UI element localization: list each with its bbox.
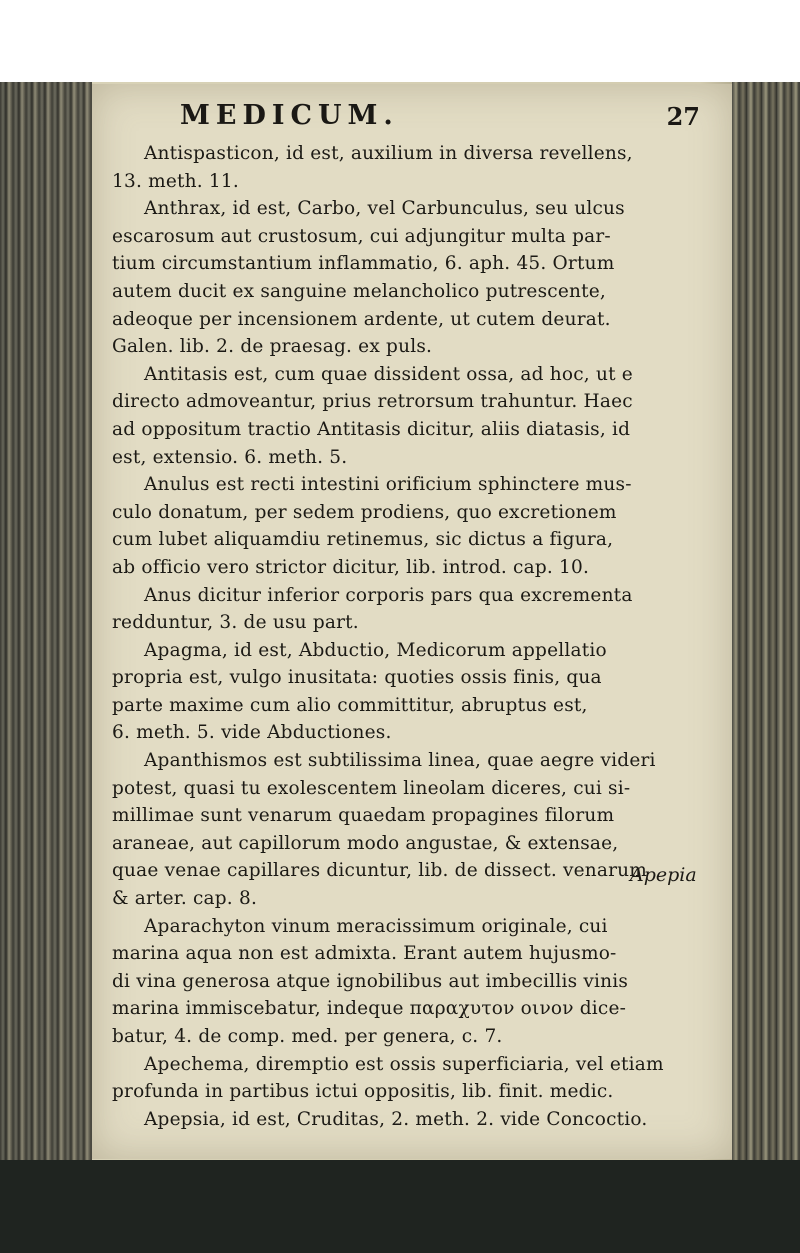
page-header (180, 100, 700, 140)
text-line: tium circumstantium inflammatio, 6. aph. 45. Ortum (112, 253, 615, 275)
text-line: Apanthismos est subtilissima linea, quae aegre videri (144, 750, 656, 772)
text-line: adeoque per incensionem ardente, ut cutem deurat. (112, 308, 611, 330)
text-line: profunda in partibus ictui oppositis, lib. finit. medic. (112, 1081, 614, 1103)
text-line: est, extensio. 6. meth. 5. (112, 446, 348, 468)
text-line: Antispasticon, id est, auxilium in diversa revellens, (144, 143, 633, 164)
running-title: MEDICUM. (180, 100, 399, 131)
text-line: Apechema, diremptio est ossis superficiaria, vel etiam (144, 1053, 664, 1075)
text-line: cum lubet aliquamdiu retinemus, sic dictus a figura, (112, 529, 614, 551)
text-line: propria est, vulgo inusitata: quoties ossis finis, qua (112, 667, 602, 689)
text-line: Galen. lib. 2. de praesag. ex puls. (112, 336, 433, 358)
text-line: escarosum aut crustosum, cui adjungitur multa par- (112, 225, 611, 247)
text-line: Apepsia, id est, Cruditas, 2. meth. 2. vide Concoctio. (144, 1108, 648, 1130)
page-number: 27 (666, 102, 700, 131)
text-line: autem ducit ex sanguine melancholico putrescente, (112, 280, 606, 302)
text-line: ad oppositum tractio Antitasis dicitur, aliis diatasis, id (112, 418, 631, 440)
text-line: directo admoveantur, prius retrorsum trahuntur. Haec (112, 391, 633, 413)
text-line: batur, 4. de comp. med. per genera, c. 7. (112, 1026, 503, 1047)
text-line: Anulus est recti intestini orificium sphinctere mus- (144, 474, 632, 496)
book-fore-edge-right (732, 82, 800, 1160)
book-fore-edge-left (0, 82, 92, 1160)
top-margin (0, 0, 800, 82)
text-line: parte maxime cum alio committitur, abruptus est, (112, 694, 588, 716)
text-line: & arter. cap. 8. (112, 888, 258, 910)
text-line: marina aqua non est admixta. Erant autem hujusmo- (112, 943, 617, 965)
text-line: Antitasis est, cum quae dissident ossa, ad hoc, ut e (144, 363, 633, 385)
text-line: redduntur, 3. de usu part. (112, 612, 359, 634)
text-line: ab officio vero strictor dicitur, lib. introd. cap. 10. (112, 556, 590, 578)
text-line: millimae sunt venarum quaedam propagines filorum (112, 805, 615, 827)
page-body (112, 140, 732, 1133)
text-line: 13. meth. 11. (112, 170, 239, 192)
text-line: 6. meth. 5. vide Abductiones. (112, 722, 392, 744)
text-line: Anthrax, id est, Carbo, vel Carbunculus, seu ulcus (144, 198, 625, 220)
text-line: araneae, aut capillorum modo angustae, & extensae, (112, 832, 619, 854)
text-line: potest, quasi tu exolescentem lineolam diceres, cui si- (112, 777, 631, 799)
text-line: quae venae capillares dicuntur, lib. de dissect. venarum (112, 860, 648, 882)
bottom-dark-band (0, 1160, 800, 1253)
text-line: Apagma, id est, Abductio, Medicorum appellatio (144, 639, 607, 661)
text-line: marina immiscebatur, indeque παραχυτον οινον dice- (112, 998, 627, 1020)
text-line: culo donatum, per sedem prodiens, quo excretionem (112, 501, 617, 523)
text-line: Anus dicitur inferior corporis pars qua excrementa (144, 584, 633, 606)
text-line: Aparachyton vinum meracissimum originale, cui (144, 915, 608, 937)
catchword: Apepia (630, 864, 697, 886)
text-line: di vina generosa atque ignobilibus aut imbecillis vinis (112, 970, 629, 992)
